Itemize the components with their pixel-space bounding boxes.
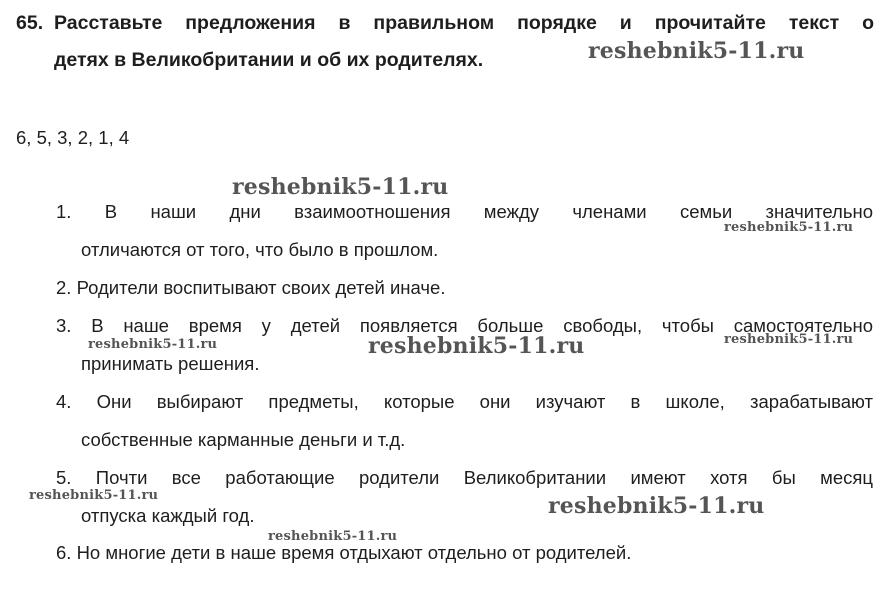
sentence-4-line-2: собственные карманные деньги и т.д. xyxy=(81,429,406,450)
watermark: reshebnik5-11.ru xyxy=(588,38,805,64)
sentence-6 xyxy=(56,541,873,579)
sentence-3-line-1: 3. В наше время у детей появляется больше свободы, чтобы самостоятельно xyxy=(56,315,873,336)
sentence-1-line-2: отличаются от того, что было в прошлом. xyxy=(81,239,439,260)
sentence-2-line-1: 2. Родители воспитывают своих детей иначе. xyxy=(56,277,446,298)
sentence-5-line-2: отпуска каждый год. xyxy=(81,505,255,526)
sentence-4 xyxy=(56,390,873,466)
watermark: reshebnik5-11.ru xyxy=(268,529,398,544)
sentence-1-line-1: 1. В наши дни взаимоотношения между членами семьи значительно xyxy=(56,201,873,222)
sentence-1 xyxy=(56,200,873,276)
sentence-5-line-1: 5. Почти все работающие родители Великобритании имеют хотя бы месяц xyxy=(56,467,873,488)
watermark: reshebnik5-11.ru xyxy=(724,332,854,347)
watermark: reshebnik5-11.ru xyxy=(88,337,218,352)
sentence-6-line-1: 6. Но многие дети в наше время отдыхают отдельно от родителей. xyxy=(56,542,632,563)
sentence-2 xyxy=(56,276,873,314)
task-number: 65. xyxy=(16,12,44,34)
watermark: reshebnik5-11.ru xyxy=(548,493,765,519)
watermark: reshebnik5-11.ru xyxy=(368,333,585,359)
task-title-line-2: детях в Великобритании и об их родителях. xyxy=(54,49,484,71)
watermark: reshebnik5-11.ru xyxy=(232,174,449,200)
answer-order: 6, 5, 3, 2, 1, 4 xyxy=(16,127,130,148)
task-title-line-1: Расставьте предложения в правильном порядке и прочитайте текст о xyxy=(54,12,874,34)
sentence-4-line-1: 4. Они выбирают предметы, которые они изучают в школе, зарабатывают xyxy=(56,391,873,412)
sentence-3-line-2: принимать решения. xyxy=(81,353,260,374)
watermark: reshebnik5-11.ru xyxy=(29,488,159,503)
watermark: reshebnik5-11.ru xyxy=(724,220,854,235)
